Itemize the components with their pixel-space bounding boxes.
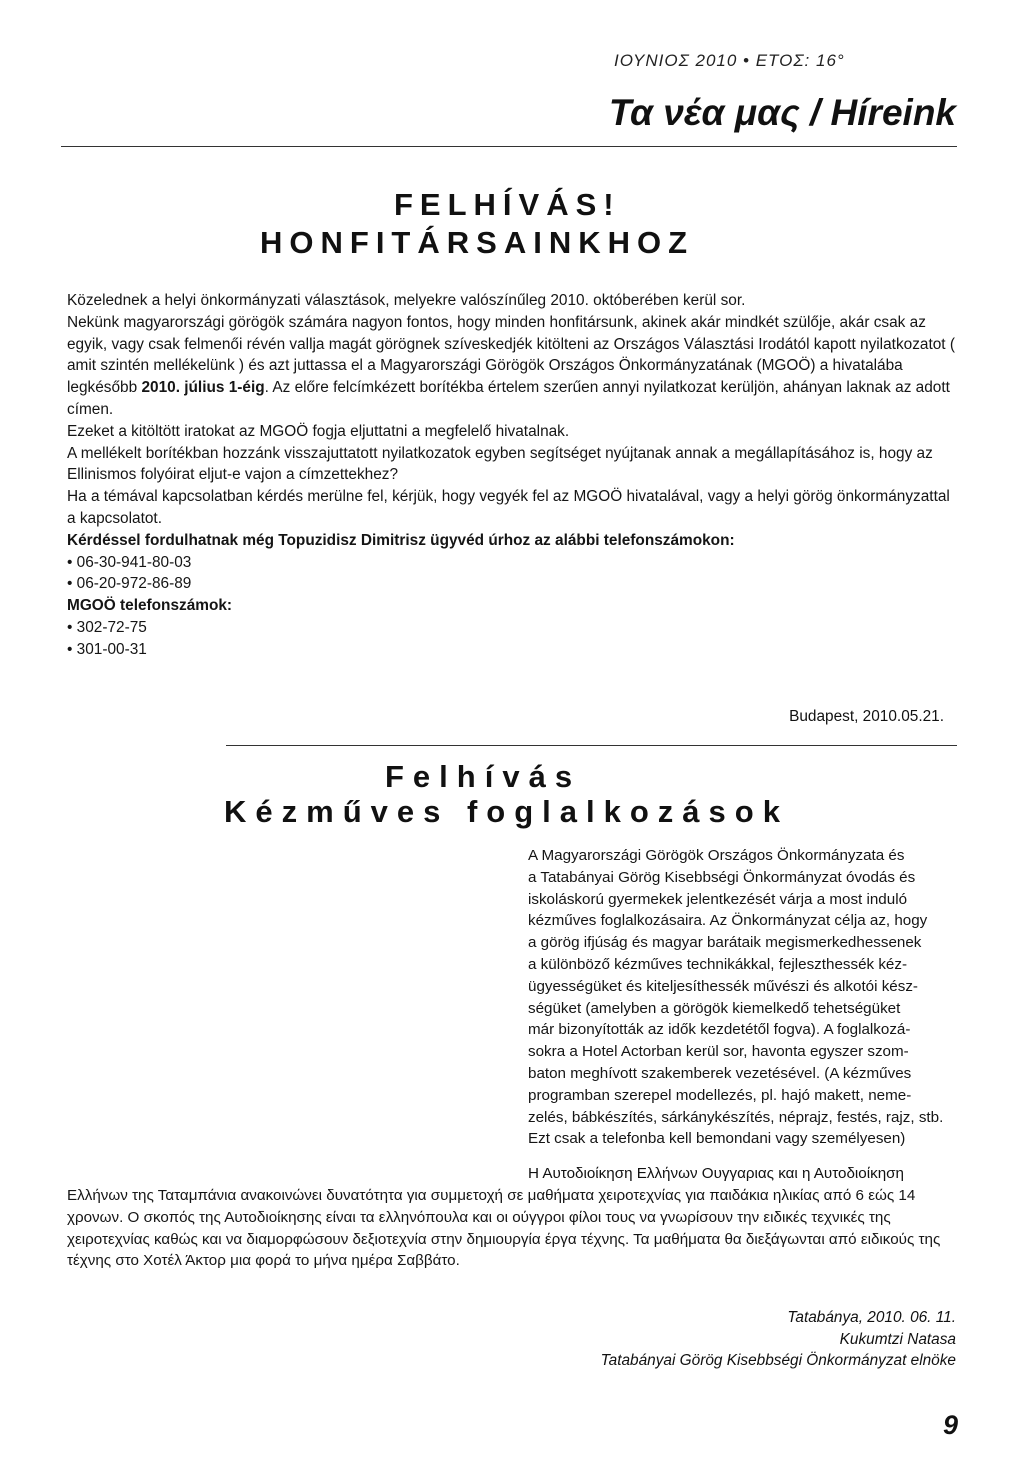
text-line: kézműves foglalkozásaira. Az Önkormányzat célja az, hogy	[528, 912, 928, 930]
text-line: sokra a Hotel Actorban kerül sor, havonta egyszer szom-	[528, 1043, 909, 1061]
mgoo-phone: • 302-72-75	[67, 617, 957, 639]
issue-line: ΙΟΥΝΙΟΣ 2010 • ΕΤΟΣ: 16°	[614, 51, 845, 70]
signature-name: Kukumtzi Natasa	[839, 1330, 956, 1348]
crafts-hungarian-text	[528, 845, 960, 1150]
text-line: a görög ifjúság és magyar barátaik megismerkedhessenek	[528, 934, 922, 952]
declaration-text: Nekünk magyarországi görögök számára nagyon fontos, hogy minden honfitársunk, akinek akár mindkét szülője, akár csak az egyik, vagy csak felmenői révén vallja magát görögnek szíveskedjék kitölteni az Országos Választási Irodától kapott nyilatkozatot ( amit szintén mellékelünk ) és azt juttassa el a Magyarországi Görögök Országos Önkormányzatának (MGOÖ) a hivatalába legkésőbb	[67, 313, 955, 397]
text-line: már bizonyították az idők kezdetétől fogva). A foglalkozá-	[528, 1021, 911, 1039]
text-line: ügyességüket és kiteljesíthessék művészi és alkotói kész-	[528, 977, 918, 995]
call-body	[67, 290, 957, 661]
crafts-greek-text: Ελλήνων της Ταταμπάνια ανακοινώνει δυνατότητα για συμμετοχή σε μαθήματα χειροτεχνίας για παιδάκια ηλικίας από 6 εώς 14 χρονων. Ο σκοπός της Αυτοδιοίκησης είναι τα ελληνόπουλα και οι ούγγροι φίλοι τους να γνωρίσουν την ειδικές τεχνικές της χειροτεχνίας καθώς και να διαμορφώσουν δεξιοτεχνία στην δημιουργία έργα τέχνης. Τα μαθήματα θα διεξάγωνται από ειδικούς της τέχνης στο Χοτέλ Άκτορ μια φορά το μήνα ημέρα Σαββάτο.	[67, 1187, 941, 1270]
call-date: Budapest, 2010.05.21.	[789, 708, 944, 725]
paragraph-envelope: A mellékelt borítékban hozzánk visszajuttatott nyilatkozatok egyben segítséget nyújtanak annak a megállapításához is, hogy az Ellinismos folyóirat eljut-e vajon a címzettekhez?	[67, 444, 933, 484]
text-line: Ezt csak a telefonba kell bemondani vagy személyesen)	[528, 1130, 906, 1148]
text-line: baton meghívott szakemberek vezetésével. (A kézműves	[528, 1064, 912, 1082]
paragraph-declaration	[67, 312, 957, 421]
page-number: 9	[942, 1410, 958, 1440]
mgoo-heading: MGOÖ telefonszámok:	[67, 597, 233, 615]
text-line: A Magyarországi Görögök Országos Önkormányzata és	[528, 847, 905, 864]
lawyer-heading: Kérdéssel fordulhatnak még Topuzidisz Dimitrisz ügyvéd úrhoz az alábbi telefonszámokon:	[67, 531, 735, 549]
crafts-greek-first-line: Η Αυτοδιοίκηση Ελλήνων Ουγγαριας και η Αυτοδιοίκηση	[528, 1165, 904, 1182]
text-line: a Tatabányai Görög Kisebbségi Önkormányzat óvodás és	[528, 868, 916, 886]
crafts-heading-line2: Kézműves foglalkozások	[224, 794, 789, 829]
section-title: Τα νέα μας / Híreink	[608, 92, 956, 133]
signature-block	[601, 1307, 956, 1372]
signature-title: Tatabányai Görög Kisebbségi Önkormányzat elnöke	[600, 1352, 956, 1369]
lawyer-phone: • 06-30-941-80-03	[67, 552, 957, 574]
call-heading-line1: FELHÍVÁS!	[394, 187, 621, 222]
signature-place-date: Tatabánya, 2010. 06. 11.	[787, 1309, 956, 1326]
paragraph-elections: Közelednek a helyi önkormányzati választások, melyekre valószínűleg 2010. októberében kerül sor.	[67, 292, 746, 309]
text-line: programban szerepel modellezés, pl. hajó makett, neme-	[528, 1086, 912, 1104]
text-line: iskoláskorú gyermekek jelentkezését várja a most induló	[528, 890, 908, 908]
lawyer-phone: • 06-20-972-86-89	[67, 573, 957, 595]
text-line: zelés, bábkészítés, sárkánykészítés, néprajz, festés, rajz, stb.	[528, 1108, 944, 1126]
header-divider	[61, 146, 957, 147]
mgoo-phone: • 301-00-31	[67, 639, 957, 661]
section-divider	[226, 745, 957, 746]
declaration-text-end: . Az előre felcímkézett borítékba értelem szerűen annyi nyilatkozat kerüljön, ahányan laknak az adott címen.	[67, 379, 950, 418]
call-heading	[260, 186, 820, 262]
crafts-heading-line1: Felhívás	[385, 759, 582, 794]
text-line: a különböző kézműves technikákkal, fejleszthessék kéz-	[528, 955, 908, 973]
paragraph-contact: Ha a témával kapcsolatban kérdés merülne fel, kérjük, hogy vegyék fel az MGOÖ hivatalával, vagy a helyi görög önkormányzattal a kapcsolatot.	[67, 488, 950, 527]
declaration-deadline: 2010. július 1-éig	[141, 379, 265, 397]
text-line: ségüket (amelyben a görögök kiemelkedő tehetségüket	[528, 999, 901, 1017]
paragraph-forwarding: Ezeket a kitöltött iratokat az MGOÖ fogja eljuttatni a megfelelő hivatalnak.	[67, 422, 570, 440]
call-heading-line2: HONFITÁRSAINKHOZ	[260, 225, 695, 260]
